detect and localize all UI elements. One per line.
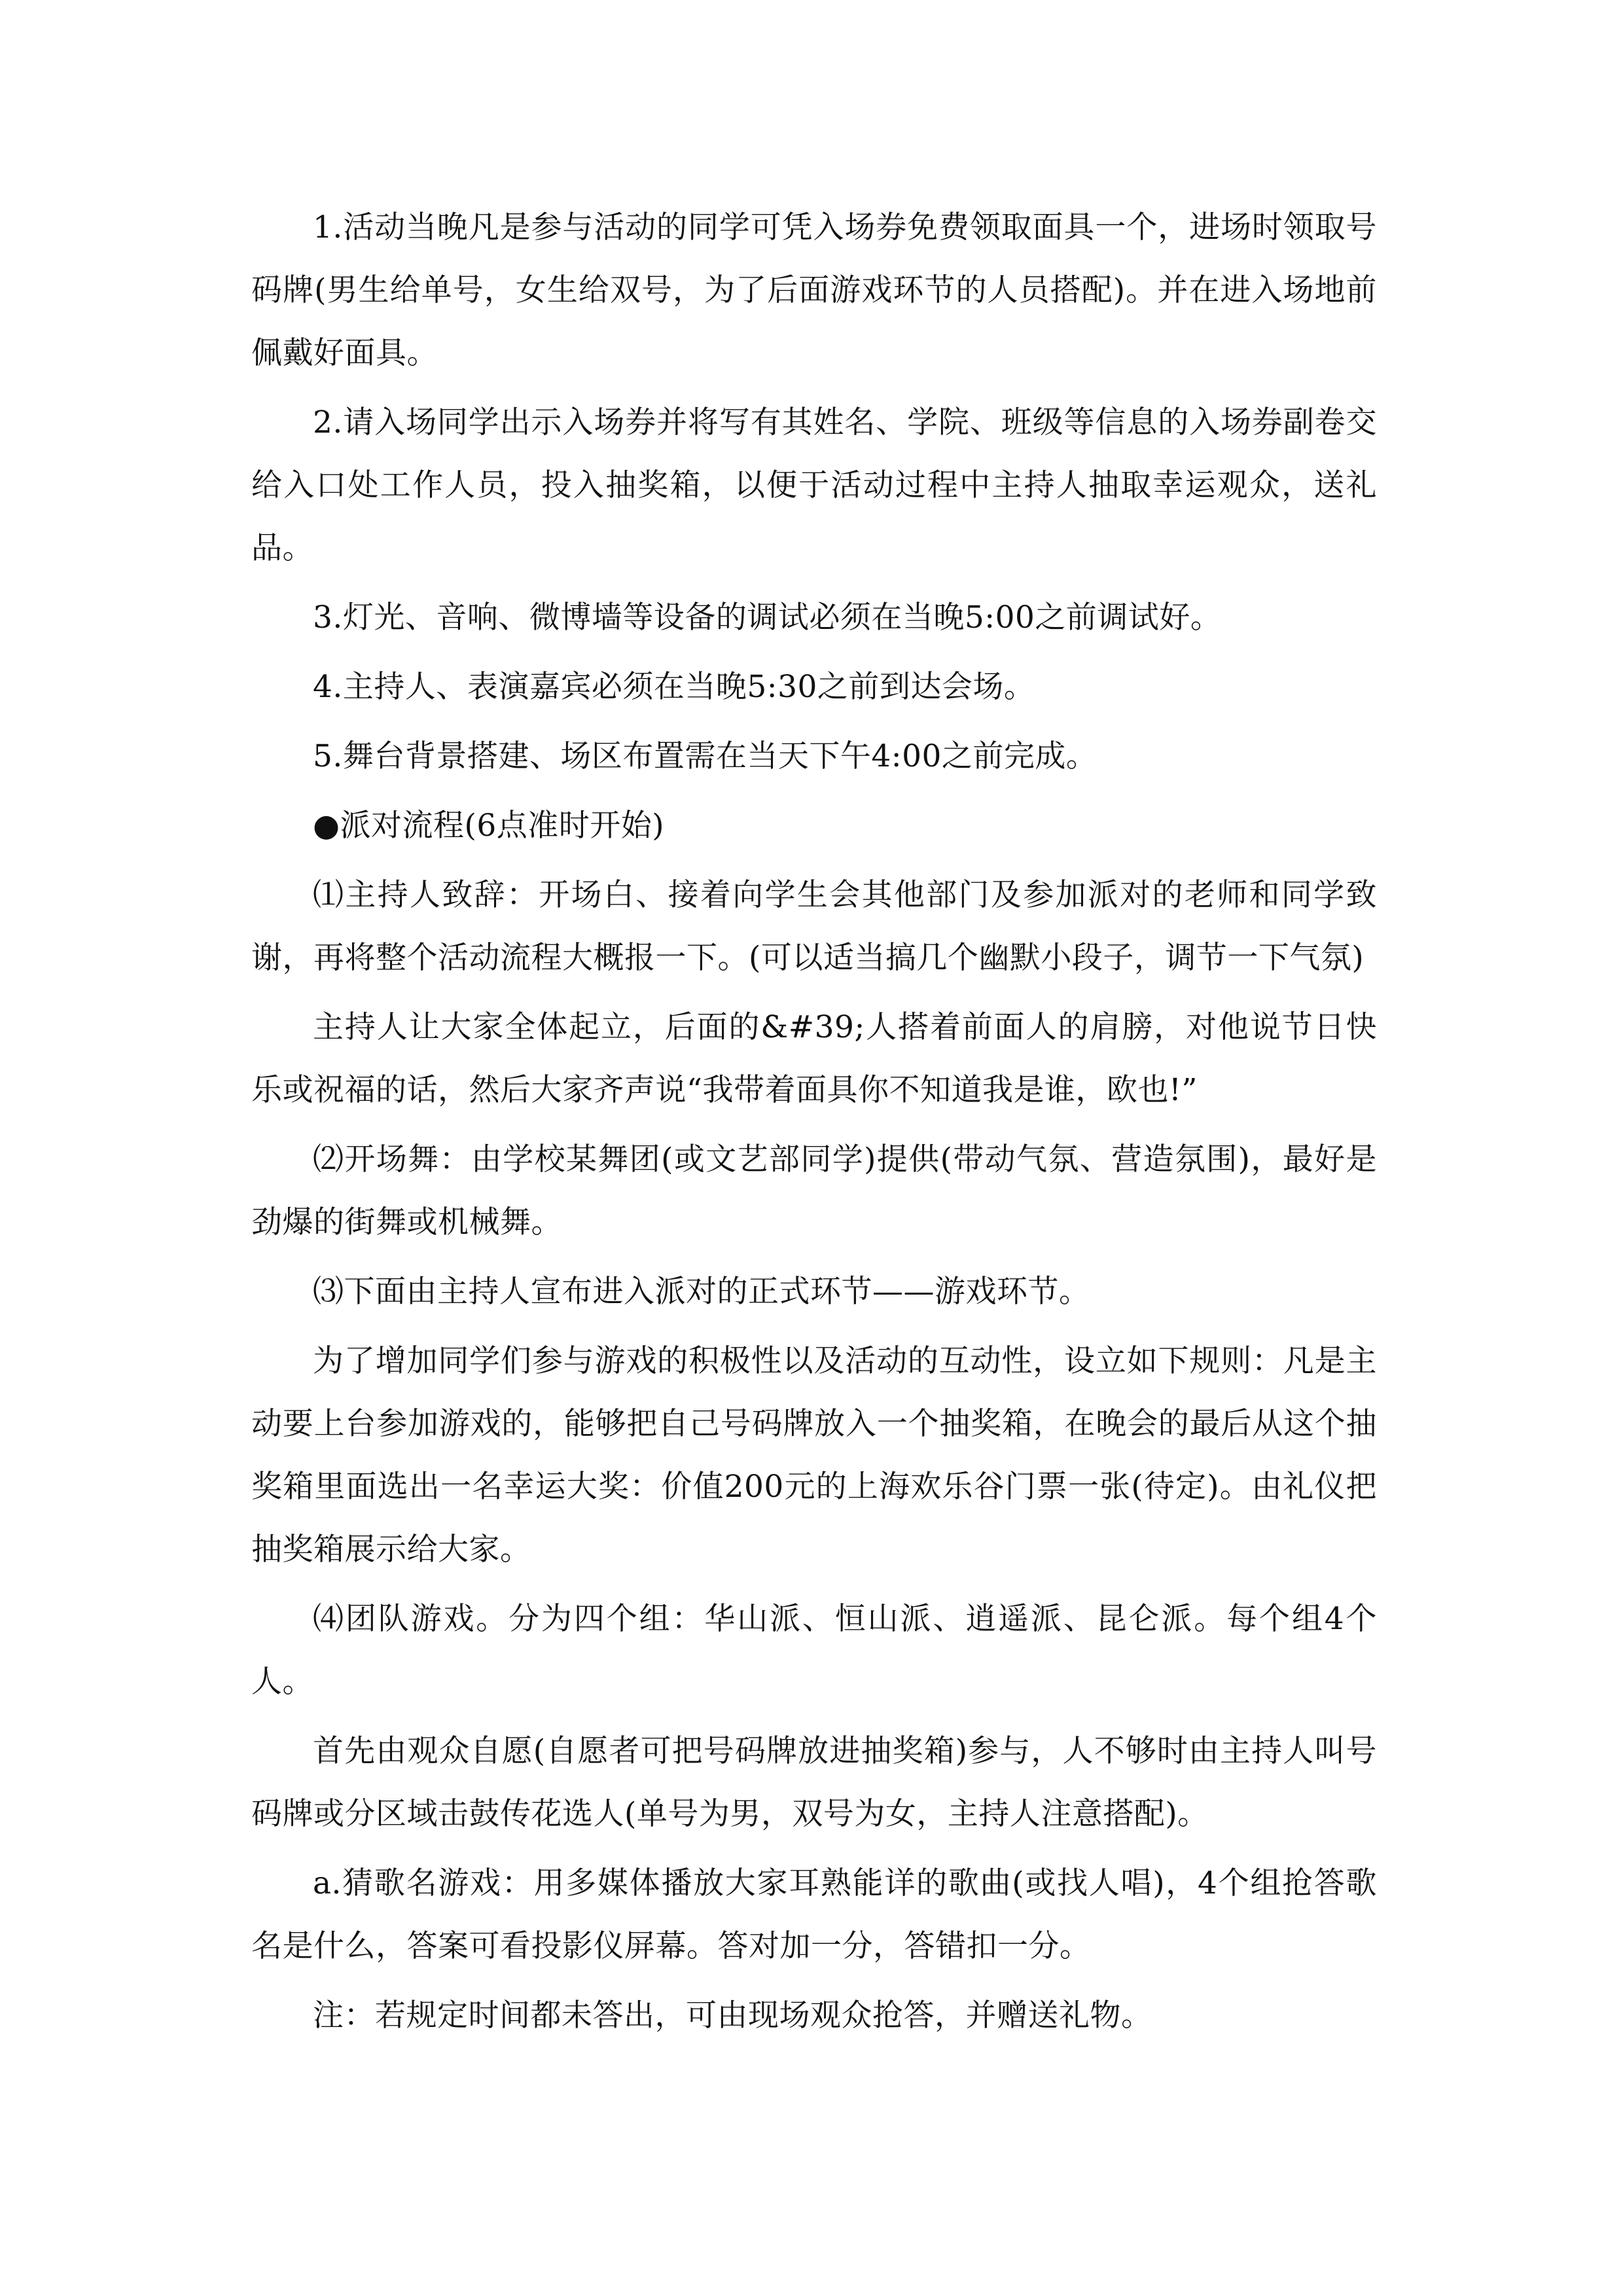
document-body [251,196,1377,2047]
paragraph-gap [251,1254,1377,1261]
paragraph-gap [251,1122,1377,1128]
paragraph-gap [251,990,1377,996]
paragraph-4: 4.主持人、表演嘉宾必须在当晚5:30之前到达会场。 [313,669,1035,705]
section-heading-party-flow: ●派对流程(6点准时开始) [313,808,665,844]
paragraph-2: 2.请入场同学出示入场券并将写有其姓名、学院、班级等信息的入场券副卷交给入口处工作人员，投入抽奖箱，以便于活动过程中主持人抽取幸运观众，送礼品。 [251,404,1377,566]
paragraph-note: 注：若规定时间都未答出，可由现场观众抢答，并赠送礼物。 [313,1998,1152,2034]
paragraph-guess-song: a.猜歌名游戏：用多媒体播放大家耳熟能详的歌曲(或找人唱)，4个组抢答歌名是什么，答案可看投影仪屏幕。答对加一分，答错扣一分。 [251,1865,1377,1964]
paragraph-gap [251,1323,1377,1330]
paragraph-gap [251,385,1377,391]
paragraph-host-instructions: 主持人让大家全体起立，后面的&#39;人搭着前面人的肩膀，对他说节日快乐或祝福的话，然后大家齐声说“我带着面具你不知道我是谁，欧也!” [251,1009,1377,1108]
paragraph-gap [251,1581,1377,1588]
paragraph-gap [251,719,1377,725]
paragraph-volunteers: 首先由观众自愿(自愿者可把号码牌放进抽奖箱)参与，人不够时由主持人叫号码牌或分区域击鼓传花选人(单号为男，双号为女，主持人注意搭配)。 [251,1733,1377,1832]
paragraph-rules: 为了增加同学们参与游戏的积极性以及活动的互动性，设立如下规则：凡是主动要上台参加游戏的，能够把自己号码牌放入一个抽奖箱，在晚会的最后从这个抽奖箱里面选出一名幸运大奖：价值200元的上海欢乐谷门票一张(待定)。由礼仪把抽奖箱展示给大家。 [251,1343,1377,1568]
paragraph-gap [251,857,1377,864]
paragraph-opening-dance: ⑵开场舞：由学校某舞团(或文艺部同学)提供(带动气氛、营造氛围)，最好是劲爆的街舞或机械舞。 [251,1141,1377,1240]
paragraph-game-session: ⑶下面由主持人宣布进入派对的正式环节——游戏环节。 [313,1274,1090,1310]
paragraph-1: 1.活动当晚凡是参与活动的同学可凭入场券免费领取面具一个，进场时领取号码牌(男生给单号，女生给双号，为了后面游戏环节的人员搭配)。并在进入场地前佩戴好面具。 [251,209,1377,371]
paragraph-3: 3.灯光、音响、微博墙等设备的调试必须在当晚5:00之前调试好。 [313,600,1222,636]
paragraph-gap [251,1713,1377,1720]
paragraph-gap [251,649,1377,656]
paragraph-gap [251,1978,1377,1984]
paragraph-gap [251,580,1377,586]
paragraph-host-speech: ⑴主持人致辞：开场白、接着向学生会其他部门及参加派对的老师和同学致谢，再将整个活动流程大概报一下。(可以适当搞几个幽默小段子，调节一下气氛) [251,877,1377,976]
paragraph-team-game: ⑷团队游戏。分为四个组：华山派、恒山派、逍遥派、昆仑派。每个组4个人。 [251,1601,1377,1700]
paragraph-gap [251,788,1377,795]
paragraph-5: 5.舞台背景搭建、场区布置需在当天下午4:00之前完成。 [313,738,1097,774]
paragraph-gap [251,1846,1377,1852]
